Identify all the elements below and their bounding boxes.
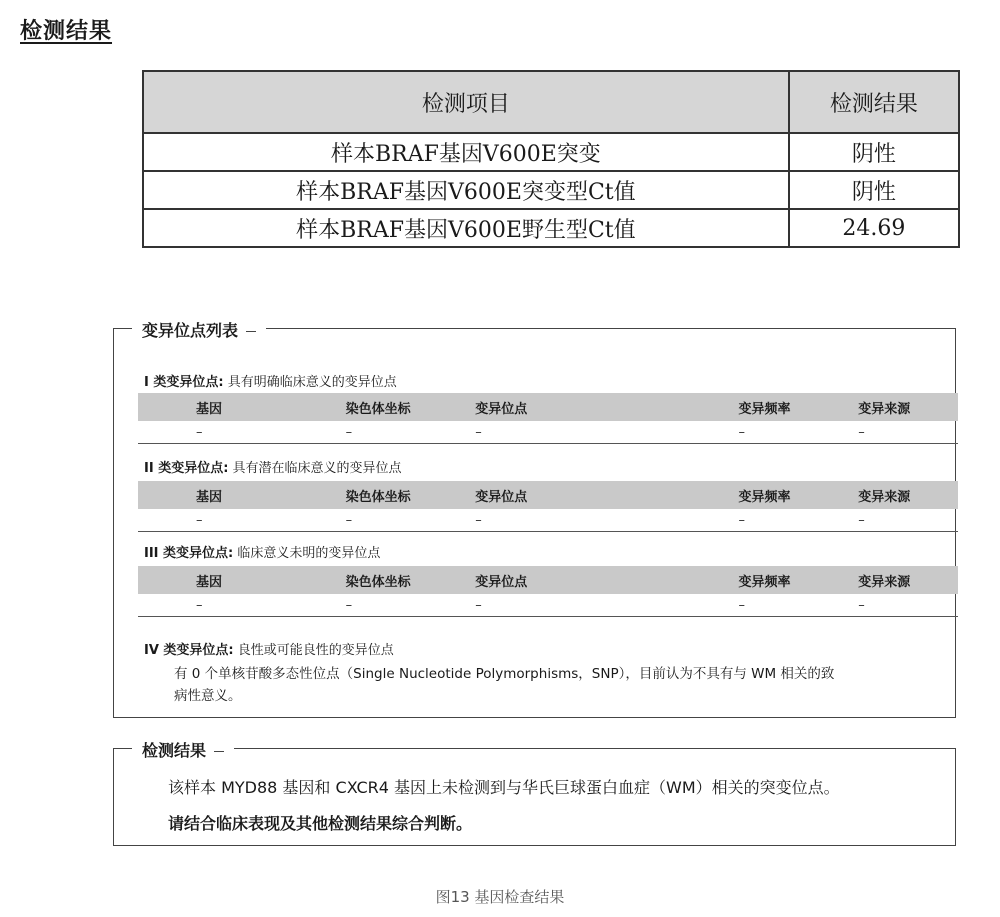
category-label: II 类变异位点: <box>144 461 229 476</box>
category-4-title <box>144 639 394 658</box>
result-table-header <box>143 71 959 133</box>
section-legend <box>132 738 234 761</box>
category-desc: 具有潜在临床意义的变异位点 <box>232 461 402 476</box>
category-2-title <box>144 457 402 476</box>
table-row <box>143 133 959 171</box>
cell-empty: – <box>739 594 859 617</box>
header-test-item: 检测项目 <box>143 71 789 133</box>
col-frequency: 变异频率 <box>739 393 859 421</box>
test-item: 样本BRAF基因V600E突变 <box>143 133 789 171</box>
test-item: 样本BRAF基因V600E突变型Ct值 <box>143 171 789 209</box>
test-item: 样本BRAF基因V600E野生型Ct值 <box>143 209 789 247</box>
figure-caption: 图13 基因检查结果 <box>435 888 565 906</box>
variant-table-2 <box>138 481 958 532</box>
header-test-result: 检测结果 <box>789 71 959 133</box>
col-variant-site: 变异位点 <box>475 393 738 421</box>
variant-table-header <box>138 566 958 594</box>
col-frequency: 变异频率 <box>739 481 859 509</box>
col-variant-site: 变异位点 <box>475 481 738 509</box>
col-chromosome: 染色体坐标 <box>346 481 476 509</box>
test-result: 24.69 <box>789 209 959 247</box>
variant-table-1 <box>138 393 958 444</box>
cell-empty: – <box>138 421 346 444</box>
cell-empty: – <box>475 421 738 444</box>
category-label: III 类变异位点: <box>144 546 234 561</box>
col-frequency: 变异频率 <box>739 566 859 594</box>
variant-table-header <box>138 393 958 421</box>
page-title: 检测结果 <box>20 18 113 44</box>
conclusion-section-title: 检测结果 <box>142 741 207 760</box>
table-row <box>143 171 959 209</box>
category-label: I 类变异位点: <box>144 375 224 390</box>
cell-empty: – <box>346 594 476 617</box>
col-chromosome: 染色体坐标 <box>346 393 476 421</box>
test-result: 阴性 <box>789 133 959 171</box>
category-desc: 具有明确临床意义的变异位点 <box>227 375 397 390</box>
variant-table-header <box>138 481 958 509</box>
col-source: 变异来源 <box>858 566 958 594</box>
category-label: IV 类变异位点: <box>144 643 234 658</box>
category-desc: 临床意义未明的变异位点 <box>237 546 381 561</box>
col-source: 变异来源 <box>858 481 958 509</box>
col-variant-site: 变异位点 <box>475 566 738 594</box>
cell-empty: – <box>858 594 958 617</box>
variant-table-3 <box>138 566 958 617</box>
col-gene: 基因 <box>138 481 346 509</box>
legend-rule <box>214 751 224 752</box>
table-row <box>138 509 958 532</box>
cell-empty: – <box>346 421 476 444</box>
test-result: 阴性 <box>789 171 959 209</box>
cell-empty: – <box>138 594 346 617</box>
snp-note-line1: 有 0 个单核苷酸多态性位点（Single Nucleotide Polymorphisms，SNP），目前认为不具有与 WM 相关的致 <box>174 666 835 682</box>
category-1-title <box>144 371 397 390</box>
snp-note-line2: 病性意义。 <box>174 688 242 704</box>
cell-empty: – <box>858 421 958 444</box>
col-chromosome: 染色体坐标 <box>346 566 476 594</box>
col-gene: 基因 <box>138 393 346 421</box>
result-table <box>142 70 960 248</box>
col-source: 变异来源 <box>858 393 958 421</box>
category-4-description <box>174 663 934 707</box>
variant-section-title: 变异位点列表 <box>142 321 239 340</box>
cell-empty: – <box>739 509 859 532</box>
cell-empty: – <box>739 421 859 444</box>
section-legend <box>132 318 266 341</box>
cell-empty: – <box>475 594 738 617</box>
category-desc: 良性或可能良性的变异位点 <box>237 643 394 658</box>
cell-empty: – <box>858 509 958 532</box>
legend-rule <box>246 331 256 332</box>
conclusion-section <box>113 741 956 846</box>
col-gene: 基因 <box>138 566 346 594</box>
table-row <box>138 421 958 444</box>
conclusion-text: 该样本 MYD88 基因和 CXCR4 基因上未检测到与华氏巨球蛋白血症（WM）相关的突变位点。 <box>168 778 840 797</box>
category-3-title <box>144 542 380 561</box>
cell-empty: – <box>138 509 346 532</box>
cell-empty: – <box>475 509 738 532</box>
conclusion-advice: 请结合临床表现及其他检测结果综合判断。 <box>168 814 473 833</box>
cell-empty: – <box>346 509 476 532</box>
table-row <box>138 594 958 617</box>
variant-list-section <box>113 321 956 718</box>
table-row <box>143 209 959 247</box>
